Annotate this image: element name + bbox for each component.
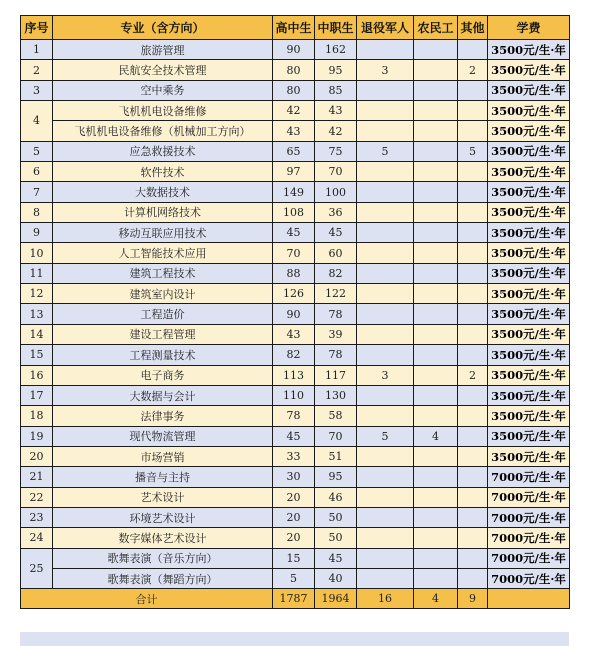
veterans-cell: 3 bbox=[357, 60, 414, 80]
table-row bbox=[21, 385, 570, 405]
veterans-cell bbox=[357, 80, 414, 100]
fee-cell: 3500元/生·年 bbox=[488, 385, 570, 405]
table-row bbox=[21, 446, 570, 466]
veterans-cell bbox=[357, 101, 414, 121]
no-cell: 1 bbox=[21, 40, 53, 60]
high-school-cell: 88 bbox=[273, 263, 315, 283]
fee-cell: 3500元/生·年 bbox=[488, 406, 570, 426]
major-cell: 建设工程管理 bbox=[53, 324, 273, 344]
vocational-cell: 162 bbox=[315, 40, 357, 60]
total-migrant-workers: 4 bbox=[414, 589, 458, 609]
major-cell: 大数据技术 bbox=[53, 182, 273, 202]
header-no: 序号 bbox=[21, 16, 53, 40]
veterans-cell: 3 bbox=[357, 365, 414, 385]
total-other: 9 bbox=[458, 589, 488, 609]
table-row bbox=[21, 548, 570, 568]
high-school-cell: 30 bbox=[273, 467, 315, 487]
total-label: 合计 bbox=[21, 589, 273, 609]
vocational-cell: 78 bbox=[315, 345, 357, 365]
other-cell bbox=[458, 487, 488, 507]
table-row bbox=[21, 243, 570, 263]
migrant-workers-cell bbox=[414, 568, 458, 588]
table-row bbox=[21, 345, 570, 365]
table-row bbox=[21, 40, 570, 60]
migrant-workers-cell bbox=[414, 528, 458, 548]
other-cell bbox=[458, 263, 488, 283]
major-cell: 应急救援技术 bbox=[53, 141, 273, 161]
fee-cell: 3500元/生·年 bbox=[488, 60, 570, 80]
migrant-workers-cell bbox=[414, 162, 458, 182]
veterans-cell bbox=[357, 385, 414, 405]
no-cell: 9 bbox=[21, 223, 53, 243]
veterans-cell bbox=[357, 202, 414, 222]
major-cell: 建筑工程技术 bbox=[53, 263, 273, 283]
major-cell: 歌舞表演（音乐方向） bbox=[53, 548, 273, 568]
high-school-cell: 45 bbox=[273, 426, 315, 446]
migrant-workers-cell bbox=[414, 101, 458, 121]
enrollment-table bbox=[20, 15, 570, 609]
vocational-cell: 50 bbox=[315, 507, 357, 527]
high-school-cell: 90 bbox=[273, 40, 315, 60]
migrant-workers-cell: 4 bbox=[414, 426, 458, 446]
high-school-cell: 90 bbox=[273, 304, 315, 324]
high-school-cell: 42 bbox=[273, 101, 315, 121]
vocational-cell: 75 bbox=[315, 141, 357, 161]
no-cell: 6 bbox=[21, 162, 53, 182]
vocational-cell: 43 bbox=[315, 101, 357, 121]
fee-cell: 3500元/生·年 bbox=[488, 101, 570, 121]
other-cell bbox=[458, 101, 488, 121]
high-school-cell: 82 bbox=[273, 345, 315, 365]
other-cell: 2 bbox=[458, 365, 488, 385]
fee-cell: 3500元/生·年 bbox=[488, 80, 570, 100]
veterans-cell bbox=[357, 284, 414, 304]
other-cell bbox=[458, 182, 488, 202]
fee-cell: 3500元/生·年 bbox=[488, 223, 570, 243]
no-cell: 4 bbox=[21, 101, 53, 142]
migrant-workers-cell bbox=[414, 365, 458, 385]
table-row bbox=[21, 182, 570, 202]
high-school-cell: 110 bbox=[273, 385, 315, 405]
other-cell: 5 bbox=[458, 141, 488, 161]
migrant-workers-cell bbox=[414, 223, 458, 243]
fee-cell: 7000元/生·年 bbox=[488, 548, 570, 568]
migrant-workers-cell bbox=[414, 548, 458, 568]
other-cell bbox=[458, 467, 488, 487]
fee-cell: 3500元/生·年 bbox=[488, 121, 570, 141]
high-school-cell: 126 bbox=[273, 284, 315, 304]
vocational-cell: 82 bbox=[315, 263, 357, 283]
total-high-school: 1787 bbox=[273, 589, 315, 609]
table-row bbox=[21, 263, 570, 283]
veterans-cell bbox=[357, 263, 414, 283]
no-cell: 25 bbox=[21, 548, 53, 589]
major-cell: 民航安全技术管理 bbox=[53, 60, 273, 80]
major-cell: 环境艺术设计 bbox=[53, 507, 273, 527]
no-cell: 22 bbox=[21, 487, 53, 507]
major-cell: 歌舞表演（舞蹈方向） bbox=[53, 568, 273, 588]
other-cell bbox=[458, 406, 488, 426]
table-row bbox=[21, 223, 570, 243]
table-row bbox=[21, 121, 570, 141]
veterans-cell: 5 bbox=[357, 426, 414, 446]
vocational-cell: 95 bbox=[315, 60, 357, 80]
table-row bbox=[21, 365, 570, 385]
header-fee: 学费 bbox=[488, 16, 570, 40]
migrant-workers-cell bbox=[414, 263, 458, 283]
migrant-workers-cell bbox=[414, 467, 458, 487]
high-school-cell: 80 bbox=[273, 60, 315, 80]
fee-cell: 7000元/生·年 bbox=[488, 568, 570, 588]
other-cell bbox=[458, 202, 488, 222]
veterans-cell bbox=[357, 507, 414, 527]
vocational-cell: 39 bbox=[315, 324, 357, 344]
high-school-cell: 113 bbox=[273, 365, 315, 385]
header-other: 其他 bbox=[458, 16, 488, 40]
veterans-cell: 5 bbox=[357, 141, 414, 161]
high-school-cell: 43 bbox=[273, 121, 315, 141]
other-cell bbox=[458, 426, 488, 446]
veterans-cell bbox=[357, 487, 414, 507]
table-row bbox=[21, 507, 570, 527]
high-school-cell: 78 bbox=[273, 406, 315, 426]
header-high-school: 高中生 bbox=[273, 16, 315, 40]
vocational-cell: 40 bbox=[315, 568, 357, 588]
vocational-cell: 122 bbox=[315, 284, 357, 304]
no-cell: 24 bbox=[21, 528, 53, 548]
header-migrant-workers: 农民工 bbox=[414, 16, 458, 40]
vocational-cell: 85 bbox=[315, 80, 357, 100]
vocational-cell: 50 bbox=[315, 528, 357, 548]
high-school-cell: 97 bbox=[273, 162, 315, 182]
vocational-cell: 58 bbox=[315, 406, 357, 426]
major-cell: 大数据与会计 bbox=[53, 385, 273, 405]
major-cell: 计算机网络技术 bbox=[53, 202, 273, 222]
high-school-cell: 5 bbox=[273, 568, 315, 588]
total-vocational: 1964 bbox=[315, 589, 357, 609]
fee-cell: 3500元/生·年 bbox=[488, 365, 570, 385]
migrant-workers-cell bbox=[414, 141, 458, 161]
fee-cell: 3500元/生·年 bbox=[488, 141, 570, 161]
no-cell: 15 bbox=[21, 345, 53, 365]
other-cell bbox=[458, 223, 488, 243]
migrant-workers-cell bbox=[414, 446, 458, 466]
no-cell: 10 bbox=[21, 243, 53, 263]
major-cell: 播音与主持 bbox=[53, 467, 273, 487]
other-cell bbox=[458, 284, 488, 304]
fee-cell: 3500元/生·年 bbox=[488, 162, 570, 182]
major-cell: 电子商务 bbox=[53, 365, 273, 385]
high-school-cell: 20 bbox=[273, 487, 315, 507]
table-row bbox=[21, 528, 570, 548]
other-cell bbox=[458, 304, 488, 324]
other-cell bbox=[458, 121, 488, 141]
table-footer-band bbox=[20, 632, 569, 646]
other-cell bbox=[458, 548, 488, 568]
table-row bbox=[21, 324, 570, 344]
high-school-cell: 45 bbox=[273, 223, 315, 243]
veterans-cell bbox=[357, 40, 414, 60]
table-row bbox=[21, 80, 570, 100]
no-cell: 14 bbox=[21, 324, 53, 344]
no-cell: 3 bbox=[21, 80, 53, 100]
migrant-workers-cell bbox=[414, 243, 458, 263]
other-cell bbox=[458, 40, 488, 60]
high-school-cell: 43 bbox=[273, 324, 315, 344]
veterans-cell bbox=[357, 548, 414, 568]
major-cell: 软件技术 bbox=[53, 162, 273, 182]
fee-cell: 3500元/生·年 bbox=[488, 243, 570, 263]
migrant-workers-cell bbox=[414, 284, 458, 304]
major-cell: 人工智能技术应用 bbox=[53, 243, 273, 263]
fee-cell: 7000元/生·年 bbox=[488, 507, 570, 527]
high-school-cell: 70 bbox=[273, 243, 315, 263]
other-cell bbox=[458, 80, 488, 100]
vocational-cell: 117 bbox=[315, 365, 357, 385]
no-cell: 17 bbox=[21, 385, 53, 405]
other-cell bbox=[458, 385, 488, 405]
no-cell: 12 bbox=[21, 284, 53, 304]
other-cell: 2 bbox=[458, 60, 488, 80]
table-row bbox=[21, 162, 570, 182]
high-school-cell: 15 bbox=[273, 548, 315, 568]
other-cell bbox=[458, 528, 488, 548]
vocational-cell: 130 bbox=[315, 385, 357, 405]
veterans-cell bbox=[357, 304, 414, 324]
high-school-cell: 20 bbox=[273, 507, 315, 527]
migrant-workers-cell bbox=[414, 507, 458, 527]
fee-cell: 7000元/生·年 bbox=[488, 467, 570, 487]
vocational-cell: 70 bbox=[315, 426, 357, 446]
major-cell: 现代物流管理 bbox=[53, 426, 273, 446]
fee-cell: 3500元/生·年 bbox=[488, 426, 570, 446]
veterans-cell bbox=[357, 467, 414, 487]
major-cell: 艺术设计 bbox=[53, 487, 273, 507]
no-cell: 19 bbox=[21, 426, 53, 446]
table-row bbox=[21, 101, 570, 121]
veterans-cell bbox=[357, 446, 414, 466]
high-school-cell: 20 bbox=[273, 528, 315, 548]
vocational-cell: 46 bbox=[315, 487, 357, 507]
migrant-workers-cell bbox=[414, 80, 458, 100]
vocational-cell: 78 bbox=[315, 304, 357, 324]
header-veterans: 退役军人 bbox=[357, 16, 414, 40]
major-cell: 移动互联应用技术 bbox=[53, 223, 273, 243]
migrant-workers-cell bbox=[414, 324, 458, 344]
fee-cell: 3500元/生·年 bbox=[488, 345, 570, 365]
high-school-cell: 149 bbox=[273, 182, 315, 202]
veterans-cell bbox=[357, 121, 414, 141]
table-row bbox=[21, 467, 570, 487]
migrant-workers-cell bbox=[414, 345, 458, 365]
migrant-workers-cell bbox=[414, 202, 458, 222]
table-row bbox=[21, 568, 570, 588]
other-cell bbox=[458, 345, 488, 365]
major-cell: 旅游管理 bbox=[53, 40, 273, 60]
no-cell: 16 bbox=[21, 365, 53, 385]
fee-cell: 3500元/生·年 bbox=[488, 263, 570, 283]
veterans-cell bbox=[357, 345, 414, 365]
vocational-cell: 42 bbox=[315, 121, 357, 141]
no-cell: 13 bbox=[21, 304, 53, 324]
no-cell: 18 bbox=[21, 406, 53, 426]
vocational-cell: 100 bbox=[315, 182, 357, 202]
veterans-cell bbox=[357, 324, 414, 344]
veterans-cell bbox=[357, 162, 414, 182]
fee-cell: 7000元/生·年 bbox=[488, 528, 570, 548]
major-cell: 飞机机电设备维修（机械加工方向） bbox=[53, 121, 273, 141]
major-cell: 飞机机电设备维修 bbox=[53, 101, 273, 121]
vocational-cell: 36 bbox=[315, 202, 357, 222]
table-row bbox=[21, 487, 570, 507]
no-cell: 7 bbox=[21, 182, 53, 202]
table-row bbox=[21, 406, 570, 426]
header-major: 专业（含方向） bbox=[53, 16, 273, 40]
no-cell: 23 bbox=[21, 507, 53, 527]
vocational-cell: 70 bbox=[315, 162, 357, 182]
fee-cell: 3500元/生·年 bbox=[488, 284, 570, 304]
major-cell: 法律事务 bbox=[53, 406, 273, 426]
migrant-workers-cell bbox=[414, 487, 458, 507]
total-veterans: 16 bbox=[357, 589, 414, 609]
header-vocational: 中职生 bbox=[315, 16, 357, 40]
veterans-cell bbox=[357, 406, 414, 426]
header-row bbox=[21, 16, 570, 40]
major-cell: 工程造价 bbox=[53, 304, 273, 324]
no-cell: 8 bbox=[21, 202, 53, 222]
veterans-cell bbox=[357, 568, 414, 588]
other-cell bbox=[458, 324, 488, 344]
table-row bbox=[21, 202, 570, 222]
table-row bbox=[21, 304, 570, 324]
other-cell bbox=[458, 507, 488, 527]
migrant-workers-cell bbox=[414, 385, 458, 405]
veterans-cell bbox=[357, 243, 414, 263]
veterans-cell bbox=[357, 528, 414, 548]
veterans-cell bbox=[357, 223, 414, 243]
other-cell bbox=[458, 243, 488, 263]
total-fee bbox=[488, 589, 570, 609]
vocational-cell: 95 bbox=[315, 467, 357, 487]
fee-cell: 3500元/生·年 bbox=[488, 182, 570, 202]
fee-cell: 3500元/生·年 bbox=[488, 304, 570, 324]
high-school-cell: 33 bbox=[273, 446, 315, 466]
total-row bbox=[21, 589, 570, 609]
major-cell: 工程测量技术 bbox=[53, 345, 273, 365]
major-cell: 数字媒体艺术设计 bbox=[53, 528, 273, 548]
table-row bbox=[21, 141, 570, 161]
high-school-cell: 80 bbox=[273, 80, 315, 100]
high-school-cell: 65 bbox=[273, 141, 315, 161]
vocational-cell: 60 bbox=[315, 243, 357, 263]
fee-cell: 3500元/生·年 bbox=[488, 40, 570, 60]
fee-cell: 3500元/生·年 bbox=[488, 446, 570, 466]
no-cell: 2 bbox=[21, 60, 53, 80]
no-cell: 20 bbox=[21, 446, 53, 466]
fee-cell: 3500元/生·年 bbox=[488, 324, 570, 344]
vocational-cell: 45 bbox=[315, 223, 357, 243]
table-row bbox=[21, 426, 570, 446]
table-row bbox=[21, 60, 570, 80]
vocational-cell: 51 bbox=[315, 446, 357, 466]
vocational-cell: 45 bbox=[315, 548, 357, 568]
fee-cell: 3500元/生·年 bbox=[488, 202, 570, 222]
migrant-workers-cell bbox=[414, 406, 458, 426]
high-school-cell: 108 bbox=[273, 202, 315, 222]
other-cell bbox=[458, 446, 488, 466]
veterans-cell bbox=[357, 182, 414, 202]
major-cell: 建筑室内设计 bbox=[53, 284, 273, 304]
fee-cell: 7000元/生·年 bbox=[488, 487, 570, 507]
migrant-workers-cell bbox=[414, 304, 458, 324]
migrant-workers-cell bbox=[414, 40, 458, 60]
major-cell: 市场营销 bbox=[53, 446, 273, 466]
other-cell bbox=[458, 162, 488, 182]
no-cell: 21 bbox=[21, 467, 53, 487]
table-row bbox=[21, 284, 570, 304]
no-cell: 5 bbox=[21, 141, 53, 161]
major-cell: 空中乘务 bbox=[53, 80, 273, 100]
no-cell: 11 bbox=[21, 263, 53, 283]
migrant-workers-cell bbox=[414, 60, 458, 80]
migrant-workers-cell bbox=[414, 121, 458, 141]
other-cell bbox=[458, 568, 488, 588]
migrant-workers-cell bbox=[414, 182, 458, 202]
